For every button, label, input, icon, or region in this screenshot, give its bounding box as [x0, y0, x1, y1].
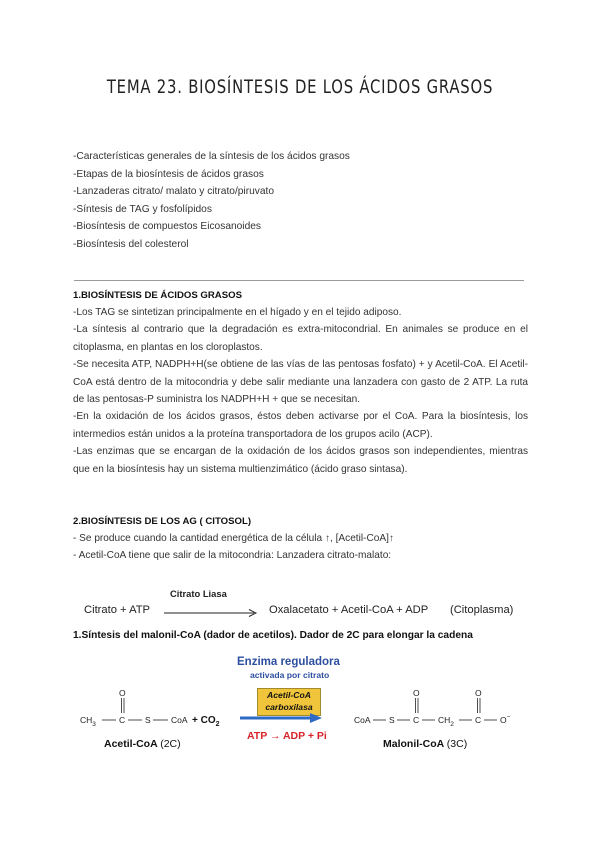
formula-subscript: 2 [450, 721, 454, 728]
substrate-name: Acetil-CoA [104, 738, 158, 750]
formula-text: O [500, 715, 507, 725]
formula-text: S [389, 715, 395, 725]
section-1-heading: 1.BIOSÍNTESIS DE ÁCIDOS GRASOS [73, 290, 242, 301]
equation-left: Citrato + ATP [84, 604, 151, 616]
outline-item: -Lanzaderas citrato/ malato y citrato/piruvato [73, 186, 275, 198]
formula-subscript: 3 [92, 721, 96, 728]
paragraph: -Las enzimas que se encargan de la oxidación de los ácidos grasos son independientes, mientras que en la biosíntesis hay un sistema multienzimático (ácido graso sintasa). [73, 446, 528, 475]
paragraph: -La síntesis al contrario que la degradación es extra-mitocondrial. En animales se produce en el citoplasma, en plantas en los cloroplastos. [73, 324, 528, 353]
formula-text: C [119, 715, 126, 725]
formula-text: O [475, 688, 482, 698]
enzyme-box-line: carboxilasa [265, 702, 313, 712]
formula-text: CoA [354, 715, 371, 725]
paragraph: -Se necesita ATP, NADPH+H(se obtiene de las vías de las pentosas fosfato) + y Acetil-CoA. El Acetil-CoA está dentro de la mitocondria y debe salir mediante una lanzadera con gasto de 2 ATP. La ruta de las pentosas-P suministra los NADPH+H + que se necesitan. [73, 359, 528, 406]
formula-text: CH [438, 715, 451, 725]
product-label [383, 738, 467, 750]
section-divider [74, 280, 524, 281]
equation-enzyme: Citrato Liasa [170, 588, 227, 599]
formula-text: O [119, 688, 126, 698]
section-2-body [73, 530, 528, 565]
paragraph: - Se produce cuando la cantidad energética de la célula ↑, [Acetil-CoA]↑ [73, 533, 394, 544]
product-name: Malonil-CoA [383, 738, 444, 750]
substrate-label [104, 738, 181, 750]
cofactor-text: ATP → ADP + Pi [247, 730, 327, 742]
outline-item: -Biosíntesis del colesterol [73, 238, 189, 250]
enzyme-subtitle: activada por citrato [250, 670, 330, 680]
paragraph: - Acetil-CoA tiene que salir de la mitocondria: Lanzadera citrato-malato: [73, 550, 392, 562]
equation-location: (Citoplasma) [450, 604, 514, 616]
subsection-heading: 1.Síntesis del malonil-CoA (dador de acetilos). Dador de 2C para elongar la cadena [73, 630, 473, 641]
outline-item: -Etapas de la biosíntesis de ácidos grasos [73, 168, 264, 180]
citrate-lyase-equation [84, 588, 544, 624]
outline-item: -Biosíntesis de compuestos Eicosanoides [73, 221, 262, 233]
formula-subscript: 2 [215, 721, 220, 728]
substrate-carbons: (2C) [160, 738, 181, 750]
topic-outline [73, 148, 350, 254]
outline-item: -Características generales de la síntesis de los ácidos grasos [73, 151, 350, 162]
formula-text: C [475, 715, 482, 725]
outline-item: -Síntesis de TAG y fosfolípidos [73, 203, 212, 215]
svg-text:+ CO2 [192, 715, 220, 728]
paragraph: -Los TAG se sintetizan principalmente en el hígado y en el tejido adiposo. [73, 307, 402, 318]
product-carbons: (3C) [446, 738, 468, 750]
equation-right: Oxalacetato + Acetil-CoA + ADP [269, 604, 429, 616]
formula-superscript: − [506, 714, 511, 721]
enzyme-box-line: Acetil-CoA [267, 690, 311, 700]
reaction-arrow [164, 608, 260, 618]
enzyme-title: Enzima reguladora [237, 656, 340, 668]
formula-text: O [413, 688, 420, 698]
formula-text: CH [80, 715, 93, 725]
paragraph: -En la oxidación de los ácidos grasos, éstos deben activarse por el CoA. Para la biosíntesis, los intermedios están unidos a la proteína transportadora de los grupos acilo (ACP). [73, 411, 528, 440]
svg-text:CH3 [80, 715, 96, 728]
formula-text: + CO [192, 715, 216, 726]
page-title: TEMA 23. BIOSÍNTESIS DE LOS ÁCIDOS GRASOS [106, 76, 494, 98]
section-2-heading: 2.BIOSÍNTESIS DE LOS AG ( CITOSOL) [73, 516, 252, 527]
formula-text: S [145, 715, 151, 725]
formula-text: CoA [171, 715, 188, 725]
formula-text: C [413, 715, 420, 725]
svg-text:CH2 [438, 715, 454, 728]
section-1-body [73, 304, 528, 478]
svg-text:O− [500, 714, 511, 725]
